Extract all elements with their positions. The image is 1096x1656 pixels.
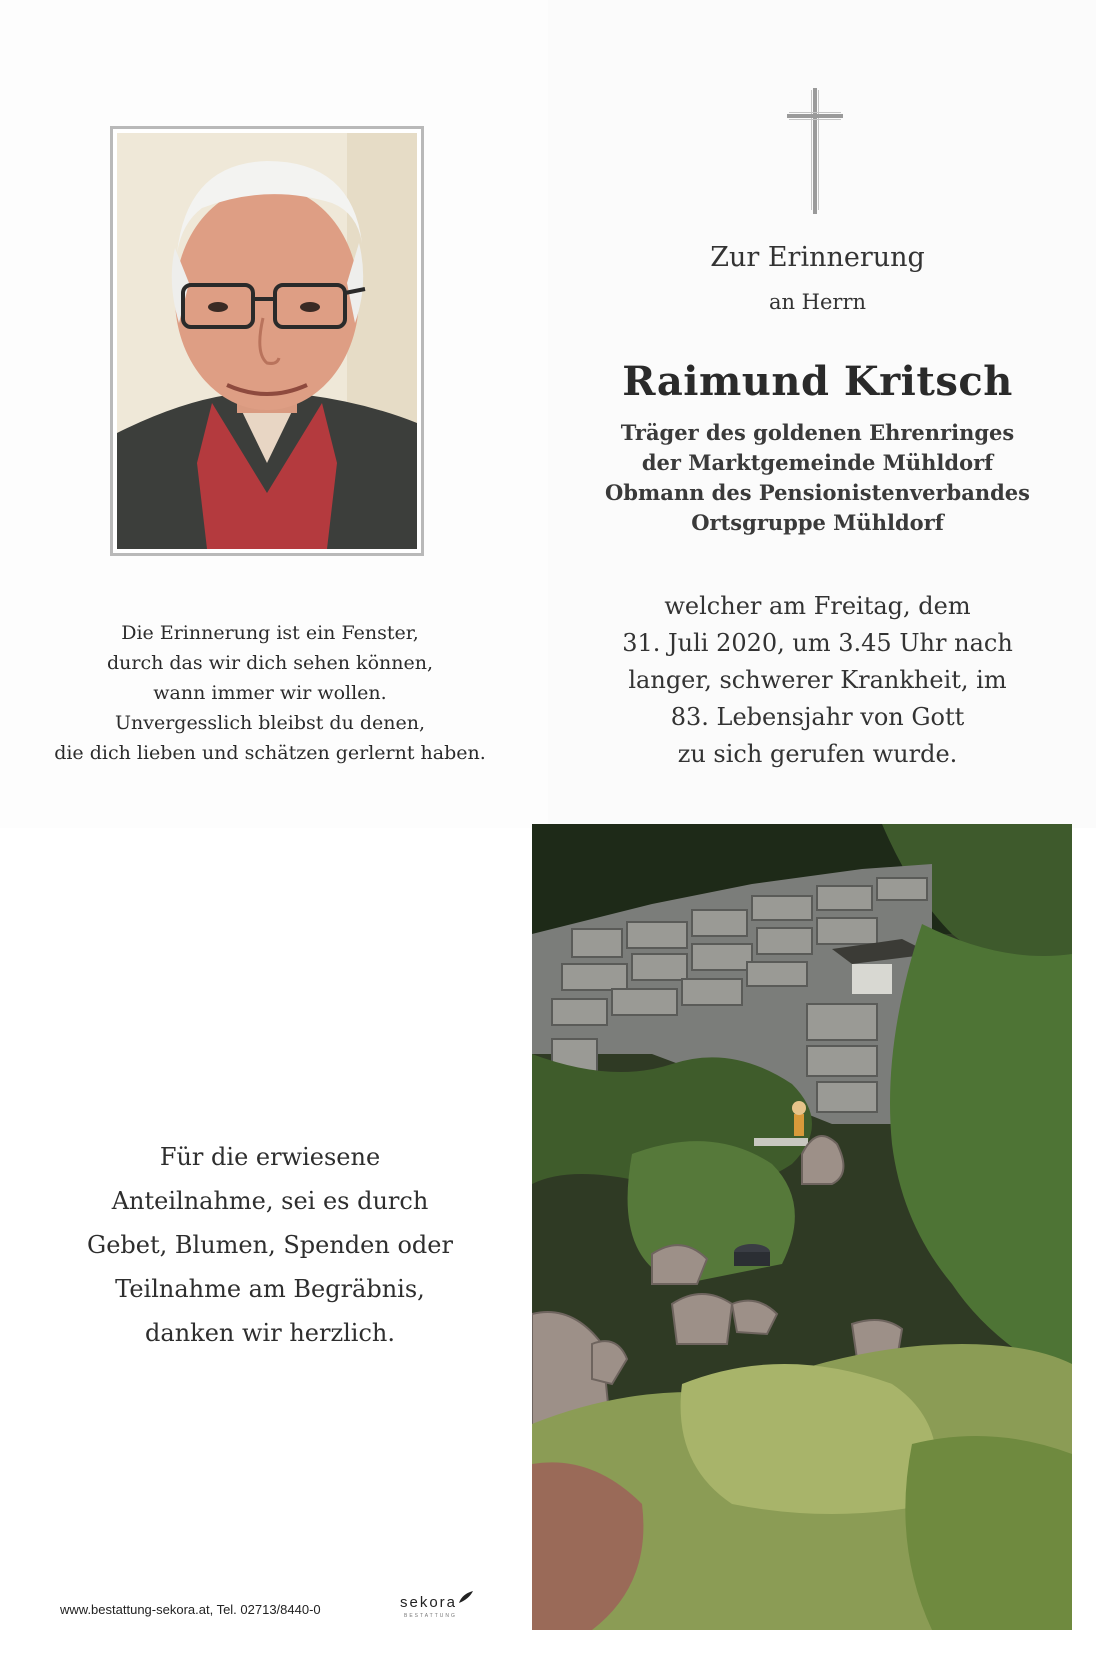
honors-block bbox=[590, 418, 1045, 538]
thanks-line: Gebet, Blumen, Spenden oder bbox=[87, 1231, 453, 1259]
honor-line: Ortsgruppe Mühldorf bbox=[691, 510, 944, 535]
sekora-logo-sub: BESTATTUNG bbox=[404, 1613, 457, 1619]
honor-line: Obmann des Pensionistenverbandes bbox=[605, 480, 1030, 505]
death-line: 31. Juli 2020, um 3.45 Uhr nach bbox=[622, 629, 1013, 657]
deceased-name: Raimund Kritsch bbox=[622, 358, 1013, 405]
portrait-photo bbox=[110, 126, 424, 556]
death-notice bbox=[590, 588, 1045, 773]
death-line: welcher am Freitag, dem bbox=[664, 592, 971, 620]
thanks-line: danken wir herzlich. bbox=[145, 1319, 395, 1347]
death-line: langer, schwerer Krankheit, im bbox=[628, 666, 1007, 694]
thanks-message bbox=[40, 1135, 500, 1355]
poem-line: die dich lieben und schätzen gerlernt haben. bbox=[54, 742, 486, 764]
thanks-line: Für die erwiesene bbox=[159, 1143, 381, 1171]
leaf-icon bbox=[458, 1590, 474, 1604]
death-line: 83. Lebensjahr von Gott bbox=[670, 703, 965, 731]
to-mr-label: an Herrn bbox=[768, 290, 867, 314]
poem-line: wann immer wir wollen. bbox=[153, 682, 387, 704]
honor-line: Träger des goldenen Ehrenringes bbox=[620, 420, 1015, 445]
poem-line: Die Erinnerung ist ein Fenster, bbox=[121, 622, 419, 644]
poem-line: Unvergesslich bleibst du denen, bbox=[114, 712, 426, 734]
sekora-logo: sekora bbox=[400, 1594, 458, 1611]
thanks-line: Teilnahme am Begräbnis, bbox=[115, 1275, 425, 1303]
memory-heading: Zur Erinnerung bbox=[710, 242, 925, 273]
cross-icon bbox=[785, 88, 845, 214]
memorial-poem bbox=[30, 618, 510, 768]
thanks-line: Anteilnahme, sei es durch bbox=[111, 1187, 429, 1215]
footer-contact: www.bestattung-sekora.at, Tel. 02713/8440-0 bbox=[60, 1602, 321, 1617]
death-line: zu sich gerufen wurde. bbox=[677, 740, 958, 768]
garden-photo bbox=[532, 824, 1072, 1630]
poem-line: durch das wir dich sehen können, bbox=[107, 652, 433, 674]
portrait-image bbox=[117, 133, 417, 549]
honor-line: der Marktgemeinde Mühldorf bbox=[641, 450, 994, 475]
